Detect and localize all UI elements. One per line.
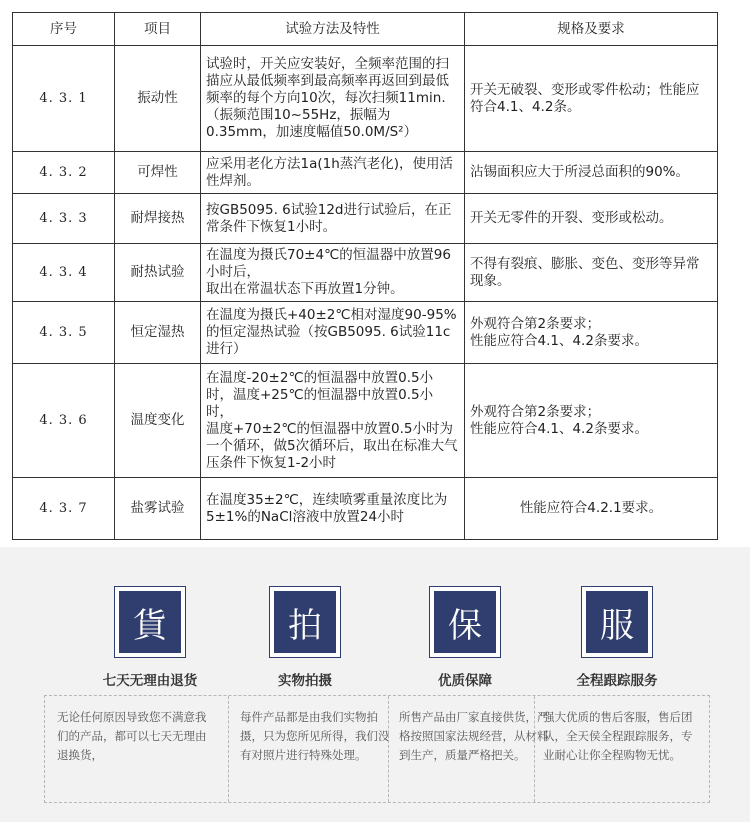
row-method: 在温度-20±2℃的恒温器中放置0.5小时，温度+25℃的恒温器中放置0.5小时， 温度+70±2℃的恒温器中放置0.5小时为一个循环，做5次循环后，取出在标准大气压条件下恢复1-2小时 (201, 364, 465, 478)
service-badge-icon (582, 587, 652, 657)
row-method: 按GB5095. 6试验12d进行试验后，在正常条件下恢复1小时。 (201, 194, 465, 244)
quality-badge-icon (430, 587, 500, 657)
row-number: 4. 3. 6 (13, 364, 115, 478)
row-requirement: 开关无零件的开裂、变形或松动。 (465, 194, 718, 244)
table-row (13, 302, 718, 364)
feature-quality (385, 587, 545, 689)
badge-glyph: 服 (600, 605, 634, 646)
table-row (13, 152, 718, 194)
table-row (13, 364, 718, 478)
header-requirement: 规格及要求 (465, 13, 718, 46)
feature-description: 每件产品都是由我们实物拍摄，只为您所见所得，我们没有对照片进行特殊处理。 (240, 710, 390, 762)
divider (228, 696, 229, 802)
table-header-row (13, 13, 718, 46)
row-item: 可焊性 (115, 152, 201, 194)
badge-glyph: 貨 (133, 605, 167, 646)
row-method: 应采用老化方法1a(1h蒸汽老化)，使用活性焊剂。 (201, 152, 465, 194)
row-requirement: 外观符合第2条要求； 性能应符合4.1、4.2条要求。 (465, 302, 718, 364)
row-item: 耐焊接热 (115, 194, 201, 244)
row-item: 盐雾试验 (115, 478, 201, 540)
return-badge-icon (115, 587, 185, 657)
table-row (13, 478, 718, 540)
table-row (13, 244, 718, 302)
feature-title: 全程跟踪服务 (576, 673, 658, 689)
table-row (13, 194, 718, 244)
row-item: 恒定湿热 (115, 302, 201, 364)
badge-glyph: 拍 (288, 605, 322, 646)
feature-description: 所售产品由厂家直接供货，严格按照国家法规经营，从材料到生产，质量严格把关。 (399, 710, 549, 762)
row-item: 温度变化 (115, 364, 201, 478)
divider (534, 696, 535, 802)
feature-description: 无论任何原因导致您不满意我们的产品，都可以七天无理由退换货， (57, 710, 207, 762)
service-guarantee-band (0, 547, 750, 822)
row-requirement: 性能应符合4.2.1要求。 (465, 478, 718, 540)
row-requirement: 不得有裂痕、膨胀、变色、变形等异常现象。 (465, 244, 718, 302)
divider (388, 696, 389, 802)
row-method: 在温度为摄氏70±4℃的恒温器中放置96小时后， 取出在常温状态下再放置1分钟。 (201, 244, 465, 302)
row-method: 在温度35±2℃，连续喷雾重量浓度比为5±1%的NaCl溶液中放置24小时 (201, 478, 465, 540)
row-number: 4. 3. 5 (13, 302, 115, 364)
row-requirement: 沾锡面积应大于所浸总面积的90%。 (465, 152, 718, 194)
badge-glyph: 保 (448, 605, 482, 646)
row-requirement: 开关无破裂、变形或零件松动；性能应符合4.1、4.2条。 (465, 46, 718, 152)
spec-table (12, 12, 718, 540)
feature-title: 七天无理由退货 (102, 673, 198, 689)
row-number: 4. 3. 1 (13, 46, 115, 152)
header-item: 项目 (115, 13, 201, 46)
feature-return (70, 587, 230, 689)
row-item: 振动性 (115, 46, 201, 152)
row-method: 在温度为摄氏+40±2℃相对湿度90-95%的恒定湿热试验（按GB5095. 6试验11c进行） (201, 302, 465, 364)
header-no: 序号 (13, 13, 115, 46)
table-row (13, 46, 718, 152)
feature-service (537, 587, 697, 689)
header-method: 试验方法及特性 (201, 13, 465, 46)
feature-photo (225, 587, 385, 689)
row-method: 试验时，开关应安装好，全频率范围的扫描应从最低频率到最高频率再返回到最低频率的每个方向10次，每次扫频11min.（振频范围10~55Hz，振幅为0.35mm，加速度幅值50.0M/S²） (201, 46, 465, 152)
spec-table-container (12, 12, 717, 540)
row-requirement: 外观符合第2条要求； 性能应符合4.1、4.2条要求。 (465, 364, 718, 478)
row-number: 4. 3. 3 (13, 194, 115, 244)
feature-title: 优质保障 (438, 673, 492, 689)
row-item: 耐热试验 (115, 244, 201, 302)
row-number: 4. 3. 4 (13, 244, 115, 302)
feature-title: 实物拍摄 (278, 673, 332, 689)
photo-badge-icon (270, 587, 340, 657)
row-number: 4. 3. 7 (13, 478, 115, 540)
feature-description: 强大优质的售后客服，售后团队，全天侯全程跟踪服务，专业耐心让你全程购物无忧。 (543, 710, 693, 762)
row-number: 4. 3. 2 (13, 152, 115, 194)
feature-description-box (44, 695, 710, 803)
